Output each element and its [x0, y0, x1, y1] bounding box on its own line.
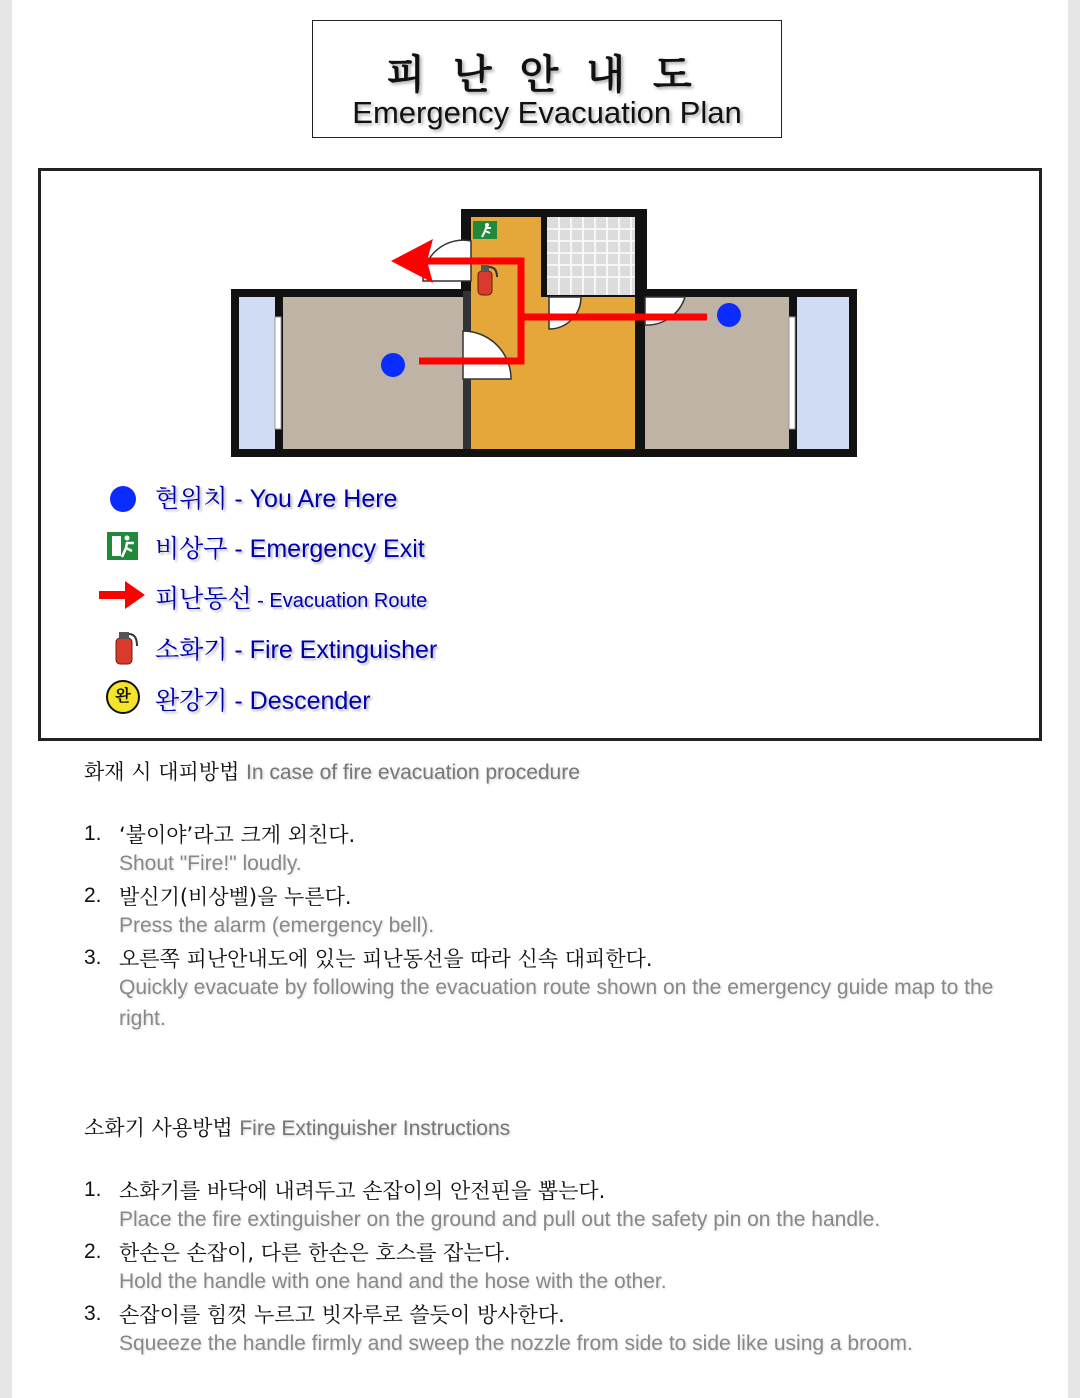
extinguisher-heading	[84, 1112, 510, 1142]
extinguisher-step-number: 3.	[84, 1302, 102, 1325]
extinguisher-step-korean: 소화기를 바닥에 내려두고 손잡이의 안전핀을 뽑는다.	[119, 1179, 606, 1203]
fire-step-number: 1.	[84, 822, 102, 845]
you-are-here-dot-left	[381, 353, 405, 377]
evacuation-route-arrowhead	[391, 239, 433, 283]
fire-step-korean: ‘불이야’라고 크게 외친다.	[119, 823, 356, 847]
legend-route-arrow-icon	[99, 581, 145, 609]
title-box	[312, 20, 782, 138]
legend-fire-extinguisher: 소화기 - Fire Extinguisher	[155, 636, 438, 664]
fire-step-number: 3.	[84, 946, 102, 969]
extinguisher-heading-english: Fire Extinguisher Instructions	[239, 1117, 511, 1140]
left-window	[239, 297, 275, 449]
legend-route-korean: 피난동선	[155, 585, 252, 613]
legend-evacuation-route	[155, 579, 427, 615]
fire-step-korean: 오른쪽 피난안내도에 있는 피난동선을 따라 신속 대피한다.	[119, 947, 653, 971]
fire-step-english: Press the alarm (emergency bell).	[119, 914, 435, 937]
extinguisher-step-korean: 한손은 손잡이, 다른 한손은 호스를 잡는다.	[119, 1241, 511, 1265]
fire-step-korean: 발신기(비상벨)을 누른다.	[119, 885, 352, 909]
fire-step-english: Shout "Fire!" loudly.	[119, 852, 302, 875]
fire-step-number: 2.	[84, 884, 102, 907]
fire-heading-english: In case of fire evacuation procedure	[246, 761, 580, 784]
legend-you-are-here: 현위치 - You Are Here	[155, 485, 398, 513]
legend-exit-icon	[107, 532, 138, 560]
extinguisher-step-number: 1.	[84, 1178, 102, 1201]
corridor	[471, 217, 541, 449]
you-are-here-dot-right	[717, 303, 741, 327]
extinguisher-step-number: 2.	[84, 1240, 102, 1263]
extinguisher-step-english: Place the fire extinguisher on the ground and pull out the safety pin on the handle.	[119, 1208, 881, 1231]
legend-route-english: - Evacuation Route	[251, 590, 428, 612]
extinguisher-step-english: Hold the handle with one hand and the hose with the other.	[119, 1270, 667, 1293]
emergency-exit-icon	[473, 221, 497, 239]
title-english: Emergency Evacuation Plan	[352, 95, 742, 130]
title-korean: 피난안내도	[386, 52, 720, 98]
legend-emergency-exit: 비상구 - Emergency Exit	[155, 535, 425, 563]
extinguisher-step-korean: 손잡이를 힘껏 누르고 빗자루로 쓸듯이 방사한다.	[119, 1303, 565, 1327]
legend-extinguisher-icon	[116, 632, 137, 664]
extinguisher-heading-korean: 소화기 사용방법	[84, 1116, 240, 1140]
extinguisher-step-english: Squeeze the handle firmly and sweep the nozzle from side to side like using a broom.	[119, 1332, 913, 1355]
legend-descender: 완강기 - Descender	[155, 687, 371, 715]
descender-badge-text: 완	[115, 686, 131, 705]
fire-procedure-heading	[84, 756, 580, 786]
left-room	[283, 297, 463, 449]
right-window	[797, 297, 849, 449]
legend-dot-icon	[110, 486, 136, 512]
evacuation-map-frame	[38, 168, 1042, 741]
fire-step-english: Quickly evacuate by following the evacuation route shown on the emergency guide map to the right.	[119, 976, 994, 1030]
fire-heading-korean: 화재 시 대피방법	[84, 760, 247, 784]
